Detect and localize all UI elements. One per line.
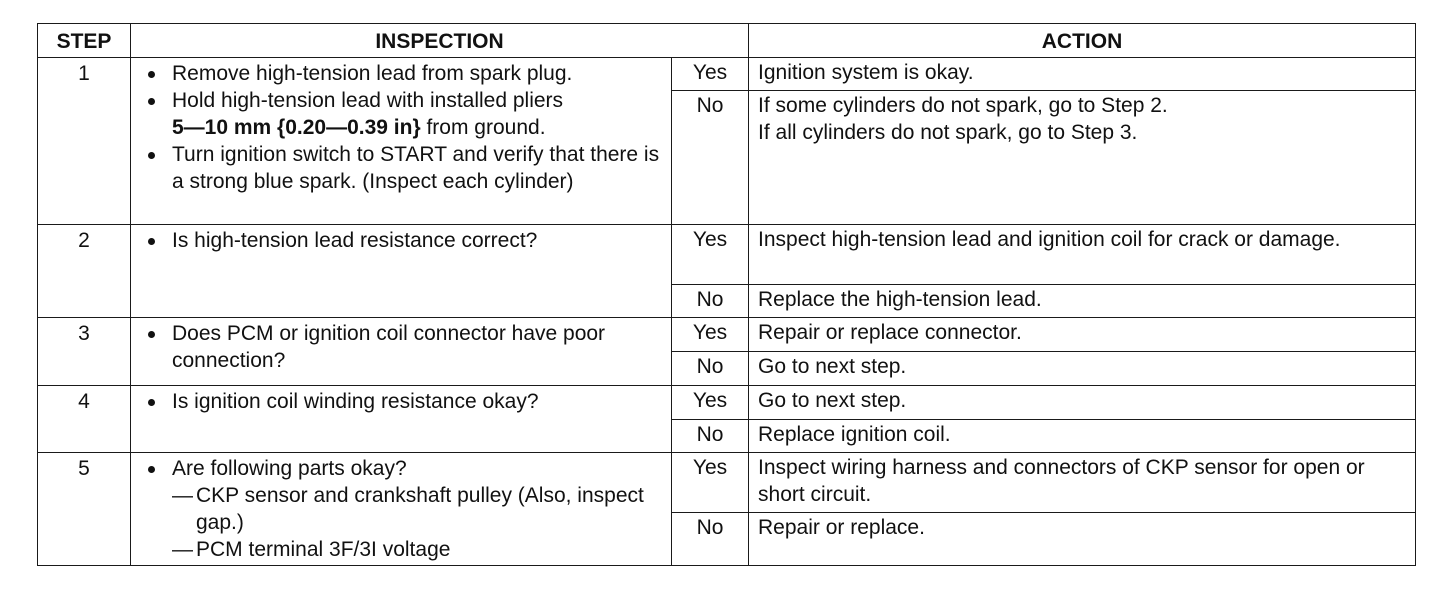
step-5-bullets xyxy=(145,455,661,563)
step-1-bullet-2-suffix: from ground. xyxy=(420,116,546,139)
step-1-bullet-2 xyxy=(145,87,661,141)
step-4-bullet-1: Is ignition coil winding resistance okay? xyxy=(145,388,661,415)
step-3-number: 3 xyxy=(38,318,131,386)
step-1-bullet-1: Remove high-tension lead from spark plug. xyxy=(145,60,661,87)
step-2-yes-row xyxy=(38,225,1416,285)
step-4-inspection xyxy=(131,386,672,453)
step-5-yes-label: Yes xyxy=(672,453,749,513)
step-5-sub-item-2 xyxy=(172,536,661,563)
step-1-bullet-2-text: Hold high-tension lead with installed pliers xyxy=(172,89,564,112)
step-3-bullet-1: Does PCM or ignition coil connector have poor connection? xyxy=(145,320,661,374)
step-1-no-action-line-1: If some cylinders do not spark, go to Step 2. xyxy=(758,94,1168,117)
step-4-yes-label: Yes xyxy=(672,386,749,420)
em-dash: — xyxy=(172,484,193,507)
step-1-yes-action: Ignition system is okay. xyxy=(749,58,1416,91)
action-header: ACTION xyxy=(749,24,1416,58)
step-3-no-action: Go to next step. xyxy=(749,352,1416,386)
step-1-no-action-line-2: If all cylinders do not spark, go to Step 3. xyxy=(758,121,1138,144)
step-5-yes-action: Inspect wiring harness and connectors of CKP sensor for open or short circuit. xyxy=(749,453,1416,513)
step-header: STEP xyxy=(38,24,131,58)
step-5-no-action: Repair or replace. xyxy=(749,513,1416,566)
header-row xyxy=(38,24,1416,58)
step-3-yes-label: Yes xyxy=(672,318,749,352)
step-5-inspection xyxy=(131,453,672,566)
step-4-no-action: Replace ignition coil. xyxy=(749,420,1416,453)
step-5-number: 5 xyxy=(38,453,131,566)
step-3-yes-row xyxy=(38,318,1416,352)
step-1-bullets xyxy=(145,60,661,195)
step-3-inspection xyxy=(131,318,672,386)
step-4-yes-action: Go to next step. xyxy=(749,386,1416,420)
step-5-sub-item-1 xyxy=(172,482,661,536)
step-5-yes-row xyxy=(38,453,1416,513)
step-1-yes-label: Yes xyxy=(672,58,749,91)
step-5-sub-item-2-text: PCM terminal 3F/3I voltage xyxy=(196,538,451,561)
step-1-inspection xyxy=(131,58,672,225)
inspection-header: INSPECTION xyxy=(131,24,749,58)
troubleshooting-table xyxy=(37,23,1416,566)
step-4-bullets xyxy=(145,388,661,415)
step-4-yes-row xyxy=(38,386,1416,420)
step-1-bullet-3: Turn ignition switch to START and verify that there is a strong blue spark. (Inspect each cylinder) xyxy=(145,141,661,195)
step-2-number: 2 xyxy=(38,225,131,318)
step-5-bullet-1-text: Are following parts okay? xyxy=(172,457,407,480)
step-2-inspection xyxy=(131,225,672,318)
step-5-bullet-1 xyxy=(145,455,661,563)
step-3-yes-action: Repair or replace connector. xyxy=(749,318,1416,352)
step-3-bullets xyxy=(145,320,661,374)
step-2-yes-label: Yes xyxy=(672,225,749,285)
step-5-no-label: No xyxy=(672,513,749,566)
step-1-no-label: No xyxy=(672,91,749,225)
step-4-number: 4 xyxy=(38,386,131,453)
step-3-no-label: No xyxy=(672,352,749,386)
step-2-bullets xyxy=(145,227,661,254)
em-dash: — xyxy=(172,538,193,561)
step-1-no-action xyxy=(749,91,1416,225)
step-2-no-label: No xyxy=(672,285,749,318)
step-1-bullet-2-measurement: 5—10 mm {0.20—0.39 in} xyxy=(172,116,421,139)
step-4-no-label: No xyxy=(672,420,749,453)
step-1-yes-row xyxy=(38,58,1416,91)
step-1-number: 1 xyxy=(38,58,131,225)
step-2-no-action: Replace the high-tension lead. xyxy=(749,285,1416,318)
step-2-bullet-1: Is high-tension lead resistance correct? xyxy=(145,227,661,254)
step-5-sub-item-1-text: CKP sensor and crankshaft pulley (Also, inspect gap.) xyxy=(196,484,644,534)
step-2-yes-action: Inspect high-tension lead and ignition coil for crack or damage. xyxy=(749,225,1416,285)
